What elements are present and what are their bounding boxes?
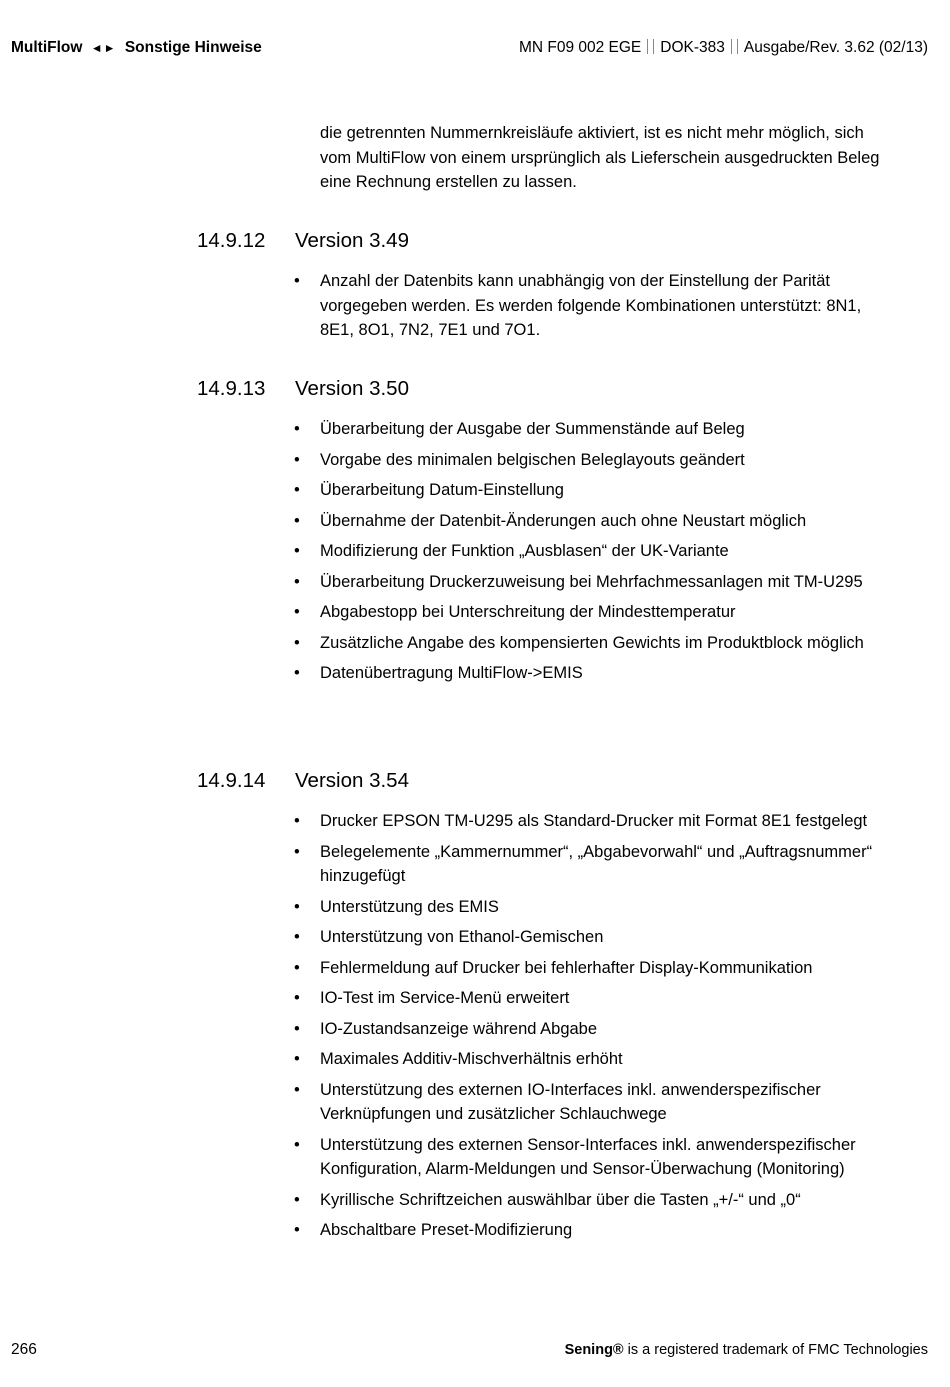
bullet-icon: •	[294, 450, 300, 469]
nav-arrows-icon: ◄►	[90, 41, 117, 55]
doc-number: MN F09 002 EGE	[518, 39, 642, 56]
separator	[647, 39, 654, 54]
list-item: • Unterstützung des EMIS	[293, 895, 883, 920]
section-heading	[197, 229, 409, 253]
bullet-icon: •	[294, 1019, 300, 1038]
bullet-icon: •	[294, 481, 300, 499]
list-item: • Überarbeitung Datum-Einstellung	[293, 478, 883, 503]
page-number: 266	[11, 1341, 37, 1358]
section-heading	[197, 769, 409, 793]
dok-number: DOK-383	[660, 39, 725, 56]
section-title: Version 3.50	[295, 377, 409, 400]
bullet-icon: •	[294, 812, 300, 830]
section-heading	[197, 377, 409, 401]
list-item: • Unterstützung des externen IO-Interfaces inkl. anwenderspezifischer Verknüpfungen und zusätzlicher Schlauchwege	[293, 1078, 883, 1127]
bullet-icon: •	[294, 664, 300, 682]
bullet-icon: •	[294, 272, 300, 290]
list-item: • Unterstützung des externen Sensor-Interfaces inkl. anwenderspezifischer Konfiguration, Alarm-Meldungen und Sensor-Überwachung (Monitoring)	[293, 1133, 883, 1182]
bullet-list	[293, 809, 883, 1249]
product-name: MultiFlow	[11, 39, 83, 56]
header-right	[519, 39, 928, 57]
intro-paragraph: die getrennten Nummernkreisläufe aktiviert, ist es nicht mehr möglich, sich vom MultiFlow von einem ursprünglich als Lieferschein ausgedruckten Beleg eine Rechnung erstellen zu lassen.	[320, 124, 880, 191]
trademark-text: is a registered trademark of FMC Technologies	[623, 1342, 928, 1358]
section-number: 14.9.12	[197, 229, 266, 252]
list-item: • Übernahme der Datenbit-Änderungen auch ohne Neustart möglich	[293, 509, 883, 534]
bullet-list	[293, 417, 883, 692]
bullet-icon: •	[294, 928, 300, 946]
footer-trademark	[565, 1342, 928, 1358]
revision: Ausgabe/Rev. 3.62 (02/13)	[743, 39, 928, 56]
section-title: Version 3.54	[295, 769, 409, 792]
section-number: 14.9.13	[197, 377, 266, 400]
list-item: • Fehlermeldung auf Drucker bei fehlerhafter Display-Kommunikation	[293, 956, 883, 981]
list-item: • Zusätzliche Angabe des kompensierten Gewichts im Produktblock möglich	[293, 631, 883, 656]
list-item: • Unterstützung von Ethanol-Gemischen	[293, 925, 883, 950]
list-item: • IO-Test im Service-Menü erweitert	[293, 986, 883, 1011]
list-item: • Abgabestopp bei Unterschreitung der Mindesttemperatur	[293, 600, 883, 625]
list-item: • IO-Zustandsanzeige während Abgabe	[293, 1017, 883, 1042]
bullet-icon: •	[294, 603, 300, 621]
header-left	[11, 39, 262, 57]
list-item: • Drucker EPSON TM-U295 als Standard-Drucker mit Format 8E1 festgelegt	[293, 809, 883, 834]
list-item: • Modifizierung der Funktion „Ausblasen“ der UK-Variante	[293, 539, 883, 564]
bullet-icon: •	[294, 542, 300, 560]
bullet-icon: •	[294, 1050, 300, 1068]
bullet-icon: •	[294, 572, 300, 591]
bullet-icon: •	[294, 1221, 300, 1239]
list-item: • Maximales Additiv-Mischverhältnis erhöht	[293, 1047, 883, 1072]
list-item: • Überarbeitung der Ausgabe der Summenstände auf Beleg	[293, 417, 883, 442]
bullet-icon: •	[294, 1135, 300, 1154]
section-number: 14.9.14	[197, 769, 266, 792]
list-item: • Vorgabe des minimalen belgischen Beleglayouts geändert	[293, 448, 883, 473]
list-item: • Belegelemente „Kammernummer“, „Abgabevorwahl“ und „Auftragsnummer“ hinzugefügt	[293, 840, 883, 889]
list-item: • Datenübertragung MultiFlow->EMIS	[293, 661, 883, 686]
list-item: • Abschaltbare Preset-Modifizierung	[293, 1218, 883, 1243]
brand-name: Sening®	[564, 1342, 624, 1358]
bullet-icon: •	[294, 842, 300, 861]
bullet-icon: •	[294, 989, 300, 1007]
bullet-icon: •	[294, 511, 300, 530]
section-title: Version 3.49	[295, 229, 409, 252]
list-item: • Kyrillische Schriftzeichen auswählbar über die Tasten „+/-“ und „0“	[293, 1188, 883, 1213]
bullet-icon: •	[294, 420, 300, 438]
bullet-icon: •	[294, 633, 300, 652]
chapter-title: Sonstige Hinweise	[124, 39, 262, 56]
bullet-icon: •	[294, 897, 300, 916]
bullet-list	[293, 269, 883, 349]
separator	[731, 39, 738, 54]
bullet-icon: •	[294, 1080, 300, 1099]
list-item: • Anzahl der Datenbits kann unabhängig von der Einstellung der Parität vorgegeben werden. Es werden folgende Kombinationen unterstützt: 8N1, 8E1, 8O1, 7N2, 7E1 und 7O1.	[293, 269, 883, 343]
list-item: • Überarbeitung Druckerzuweisung bei Mehrfachmessanlagen mit TM-U295	[293, 570, 883, 595]
bullet-icon: •	[294, 958, 300, 977]
bullet-icon: •	[294, 1190, 300, 1209]
